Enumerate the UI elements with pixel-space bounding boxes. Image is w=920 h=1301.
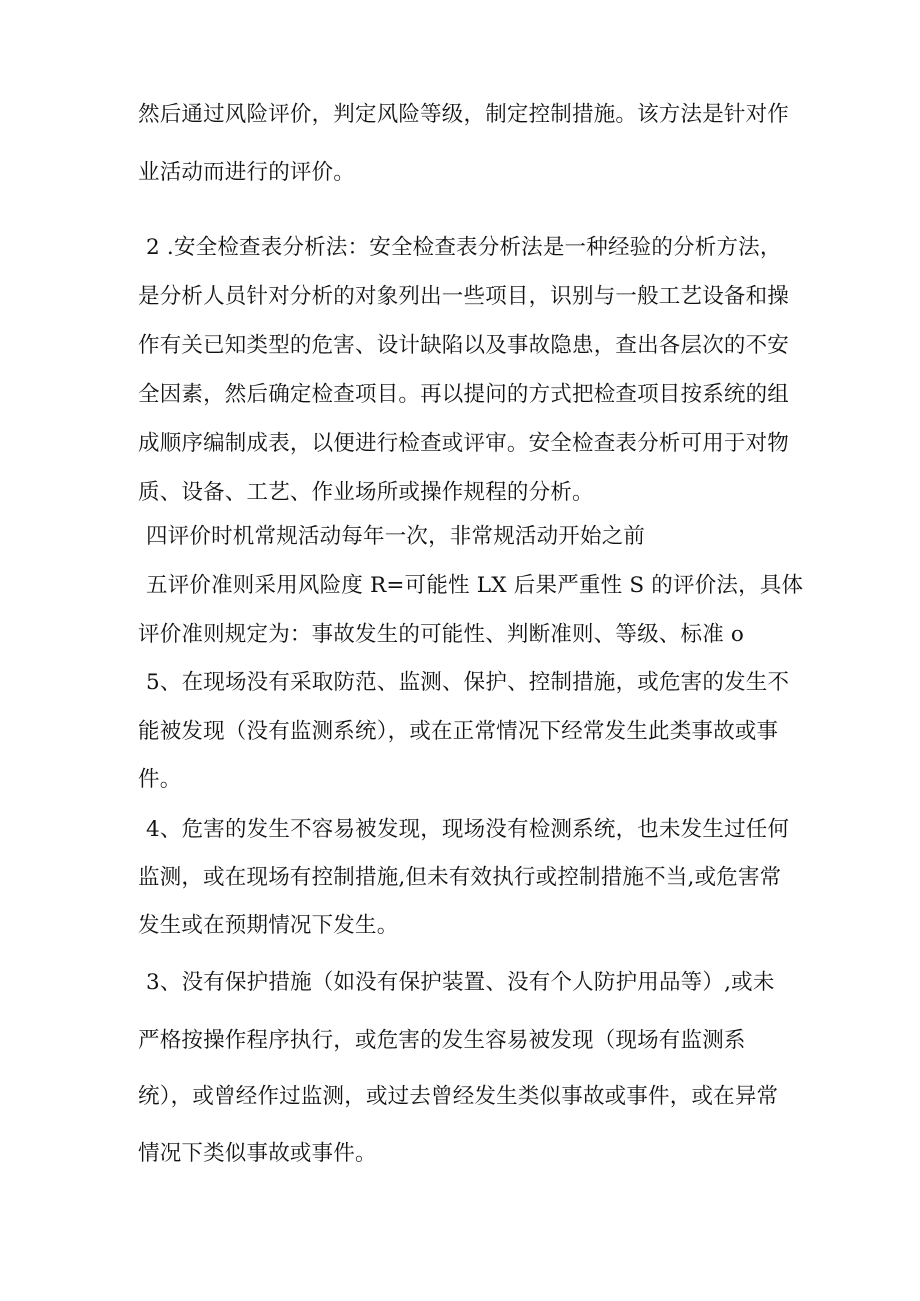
paragraph-line: 评价准则规定为：事故发生的可能性、判断准则、等级、标准 o bbox=[138, 622, 745, 647]
paragraph-line: 是分析人员针对分析的对象列出一些项目，识别与一般工艺设备和操 bbox=[138, 284, 790, 309]
level-4-line: 4、危害的发生不容易被发现，现场没有检测系统，也未发生过任何 bbox=[146, 817, 790, 842]
paragraph-line: 作有关已知类型的危害、设计缺陷以及事故隐患，查出各层次的不安 bbox=[138, 333, 790, 358]
section-heading-criteria: 五评价准则采用风险度 R=可能性 LX 后果严重性 S 的评价法，具体 bbox=[146, 573, 804, 598]
paragraph-line: 发生或在预期情况下发生。 bbox=[138, 913, 399, 938]
paragraph-line: 情况下类似事故或事件。 bbox=[138, 1141, 377, 1166]
paragraph-line: 件。 bbox=[138, 767, 182, 792]
level-3-line: 3、没有保护措施（如没有保护装置、没有个人防护用品等）,或未 bbox=[146, 970, 775, 995]
paragraph-line: 成顺序编制成表，以便进行检查或评审。安全检查表分析可用于对物 bbox=[138, 431, 790, 456]
paragraph-line: 质、设备、工艺、作业场所或操作规程的分析。 bbox=[138, 480, 594, 505]
section-heading-checklist: 2 .安全检查表分析法：安全检查表分析法是一种经验的分析方法， bbox=[146, 235, 782, 260]
level-5-line: 5、在现场没有采取防范、监测、保护、控制措施，或危害的发生不 bbox=[146, 670, 790, 695]
paragraph-line: 统），或曾经作过监测，或过去曾经发生类似事故或事件，或在异常 bbox=[138, 1084, 779, 1109]
paragraph-line: 监测，或在现场有控制措施,但未有效执行或控制措施不当,或危害常 bbox=[138, 865, 782, 890]
paragraph-line: 然后通过风险评价，判定风险等级，制定控制措施。该方法是针对作 bbox=[138, 102, 790, 127]
paragraph-line: 全因素，然后确定检查项目。再以提问的方式把检查项目按系统的组 bbox=[138, 382, 790, 407]
paragraph-line: 严格按操作程序执行，或危害的发生容易被发现（现场有监测系 bbox=[138, 1028, 746, 1053]
paragraph-line: 业活动而进行的评价。 bbox=[138, 160, 356, 185]
paragraph-line: 能被发现（没有监测系统），或在正常情况下经常发生此类事故或事 bbox=[138, 719, 779, 744]
section-heading-timing: 四评价时机常规活动每年一次，非常规活动开始之前 bbox=[146, 524, 646, 549]
